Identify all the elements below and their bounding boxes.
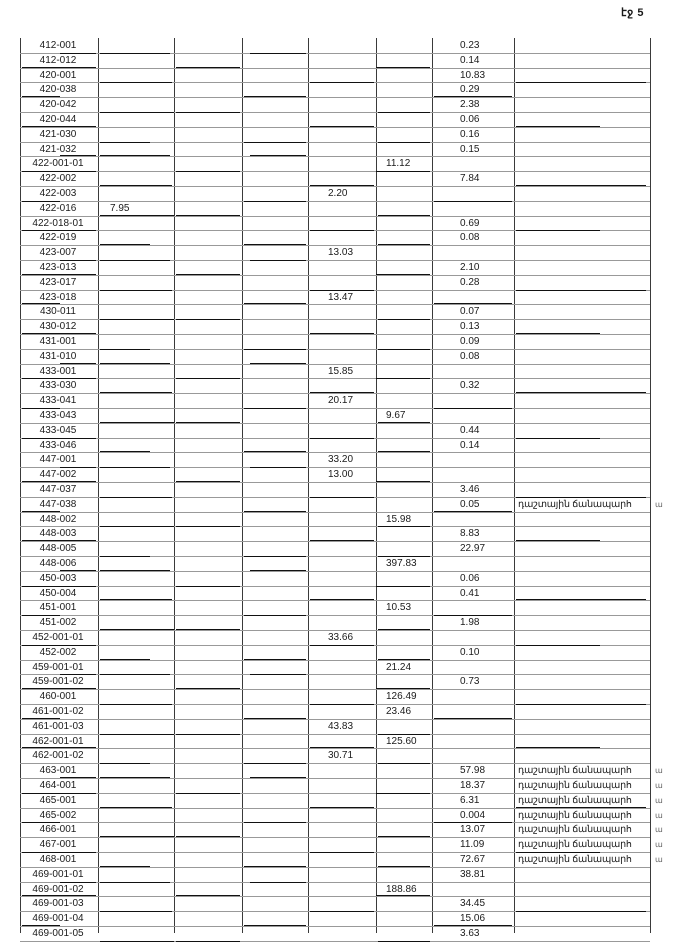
table-row	[0, 378, 680, 393]
land-use-label: դաշտային ճանապարհ	[518, 839, 632, 851]
table-row	[0, 689, 680, 704]
area-value: 3.63	[460, 928, 480, 939]
area-value: 0.09	[460, 336, 480, 347]
edge-mark: ա	[655, 795, 663, 805]
parcel-code: 433-001	[39, 365, 77, 377]
table-row	[0, 497, 680, 512]
parcel-code: 466-001	[39, 824, 77, 836]
table-row	[0, 586, 680, 601]
table-row	[0, 82, 680, 97]
area-value: 188.86	[386, 883, 417, 895]
table-row	[0, 275, 680, 290]
table-row	[0, 319, 680, 334]
parcel-code: 433-030	[39, 380, 77, 392]
area-value: 0.06	[460, 114, 480, 125]
parcel-code: 433-045	[39, 424, 77, 436]
edge-mark: ա	[655, 766, 663, 776]
table-row	[0, 822, 680, 837]
parcel-code: 468-001	[39, 854, 77, 865]
area-value: 0.08	[460, 232, 480, 244]
parcel-code: 421-032	[39, 143, 77, 155]
table-row	[0, 112, 680, 127]
table-row	[0, 349, 680, 364]
parcel-code: 423-013	[39, 262, 77, 273]
parcel-code: 447-037	[39, 484, 77, 495]
edge-mark: ա	[655, 825, 663, 835]
table-row	[0, 911, 680, 926]
table-row	[0, 393, 680, 408]
area-value: 0.06	[460, 572, 480, 584]
table-row	[0, 541, 680, 556]
table-row	[0, 867, 680, 882]
area-value: 33.66	[328, 632, 354, 643]
parcel-code: 452-002	[39, 646, 77, 658]
table-row	[0, 763, 680, 778]
parcel-code: 450-003	[39, 572, 77, 584]
parcel-code: 422-018-01	[32, 217, 84, 229]
area-value: 9.67	[386, 410, 406, 421]
parcel-code: 469-001-03	[32, 898, 84, 910]
parcel-code: 448-003	[39, 528, 77, 540]
parcel-code: 462-001-02	[32, 750, 84, 762]
parcel-code: 464-001	[39, 780, 77, 791]
table-row	[0, 674, 680, 689]
area-value: 0.28	[460, 276, 480, 288]
area-value: 10.83	[460, 69, 486, 81]
table-row	[0, 334, 680, 349]
area-value: 0.08	[460, 350, 480, 362]
table-row	[0, 615, 680, 630]
area-value: 2.10	[460, 262, 480, 273]
table-row	[0, 97, 680, 112]
parcel-code: 459-001-01	[32, 661, 84, 673]
table-row	[0, 600, 680, 615]
parcel-code: 421-030	[39, 128, 77, 140]
parcel-code: 465-001	[39, 794, 77, 806]
area-value: 0.004	[460, 809, 486, 821]
parcel-code: 422-002	[39, 173, 77, 185]
parcel-code: 462-001-01	[32, 735, 84, 747]
land-use-label: դաշտային ճանապարհ	[518, 780, 632, 791]
parcel-code: 430-012	[39, 321, 77, 333]
area-value: 20.17	[328, 395, 354, 407]
table-row	[0, 38, 680, 53]
table-row	[0, 734, 680, 749]
parcel-code: 448-005	[39, 543, 77, 555]
area-value: 0.32	[460, 380, 480, 392]
parcel-code: 422-003	[39, 188, 77, 199]
area-value: 0.14	[460, 54, 480, 66]
table-row	[0, 127, 680, 142]
area-value: 1.98	[460, 617, 480, 629]
area-value: 13.47	[328, 291, 354, 303]
area-value: 0.15	[460, 143, 480, 155]
page-number: էջ 5	[621, 7, 644, 19]
table-row	[0, 408, 680, 423]
parcel-code: 467-001	[39, 839, 77, 851]
table-row	[0, 748, 680, 763]
table-row	[0, 230, 680, 245]
table-row	[0, 778, 680, 793]
edge-mark: ա	[655, 499, 663, 509]
parcel-code: 450-004	[39, 587, 77, 599]
table-row	[0, 423, 680, 438]
parcel-code: 422-016	[39, 202, 77, 214]
table-row	[0, 438, 680, 453]
table-row	[0, 571, 680, 586]
parcel-code: 459-001-02	[32, 676, 84, 688]
parcel-code: 431-001	[39, 336, 77, 347]
parcel-code: 469-001-02	[32, 883, 84, 895]
table-row	[0, 186, 680, 201]
parcel-code: 430-011	[40, 306, 76, 318]
area-value: 38.81	[460, 868, 486, 880]
table-row	[0, 896, 680, 911]
parcel-code: 422-001-01	[32, 158, 84, 170]
area-value: 0.16	[460, 128, 480, 140]
row-rule-segment	[176, 941, 240, 942]
area-value: 2.20	[328, 188, 348, 199]
edge-mark: ա	[655, 781, 663, 790]
table-row	[0, 808, 680, 823]
parcel-code: 412-012	[39, 54, 77, 66]
parcel-code: 433-046	[39, 439, 77, 451]
area-value: 0.44	[460, 424, 480, 436]
area-value: 125.60	[386, 735, 417, 747]
row-rule-segment	[100, 941, 174, 942]
table-row	[0, 482, 680, 497]
table-row	[0, 142, 680, 157]
table-row	[0, 304, 680, 319]
parcel-code: 451-002	[39, 617, 77, 629]
parcel-code: 461-001-03	[32, 720, 84, 732]
table-row	[0, 793, 680, 808]
table-row	[0, 512, 680, 527]
area-value: 13.00	[328, 469, 354, 481]
area-value: 126.49	[386, 691, 417, 703]
area-value: 397.83	[386, 558, 417, 569]
area-value: 7.84	[460, 173, 480, 185]
area-value: 21.24	[386, 661, 412, 673]
table-row	[0, 645, 680, 660]
parcel-code: 423-018	[39, 291, 77, 303]
parcel-code: 420-001	[39, 69, 77, 81]
table-row	[0, 216, 680, 231]
area-value: 13.03	[328, 247, 354, 259]
table-row	[0, 53, 680, 68]
land-use-label: դաշտային ճանապարհ	[518, 854, 632, 865]
area-value: 43.83	[328, 720, 354, 732]
parcel-code: 452-001-01	[32, 632, 84, 643]
area-value: 0.23	[460, 40, 480, 51]
area-value: 0.73	[460, 676, 480, 688]
table-row	[0, 467, 680, 482]
table-row	[0, 852, 680, 867]
table-row	[0, 245, 680, 260]
table-row	[0, 68, 680, 83]
area-value: 18.37	[460, 780, 486, 791]
area-value: 13.07	[460, 824, 486, 836]
parcel-code: 420-042	[39, 99, 77, 111]
table-row	[0, 452, 680, 467]
table-row	[0, 260, 680, 275]
parcel-code: 422-019	[39, 232, 77, 244]
parcel-code: 469-001-05	[32, 928, 84, 939]
area-value: 0.14	[460, 439, 480, 451]
parcel-code: 433-041	[39, 395, 77, 407]
parcel-code: 420-038	[39, 84, 77, 96]
table-row	[0, 364, 680, 379]
area-value: 7.95	[110, 202, 130, 214]
parcel-code: 463-001	[39, 765, 77, 777]
area-value: 15.85	[328, 365, 354, 377]
land-use-label: դաշտային ճանապարհ	[518, 824, 632, 836]
area-value: 23.46	[386, 706, 412, 717]
area-value: 15.06	[460, 913, 486, 925]
area-value: 0.05	[460, 498, 480, 510]
area-value: 0.29	[460, 84, 480, 96]
parcel-code: 423-017	[39, 276, 77, 288]
edge-mark: ա	[655, 840, 663, 850]
table-row	[0, 837, 680, 852]
edge-mark: ա	[655, 810, 663, 820]
area-value: 3.46	[460, 484, 480, 495]
parcel-code: 465-002	[39, 809, 77, 821]
parcel-code: 423-007	[39, 247, 77, 259]
area-value: 2.38	[460, 99, 480, 111]
parcel-code: 447-038	[39, 498, 77, 510]
parcel-code: 448-006	[39, 558, 77, 569]
table-row	[0, 526, 680, 541]
table-row	[0, 290, 680, 305]
table-row	[0, 926, 680, 941]
area-value: 72.67	[460, 854, 486, 865]
area-value: 0.13	[460, 321, 480, 333]
area-value: 57.98	[460, 765, 486, 777]
table-row	[0, 556, 680, 571]
area-value: 15.98	[386, 513, 412, 525]
parcel-code: 447-001	[39, 454, 77, 466]
area-value: 0.10	[460, 646, 480, 658]
parcel-code: 461-001-02	[32, 706, 84, 717]
parcel-code: 433-043	[39, 410, 77, 421]
edge-mark: ա	[655, 855, 663, 864]
area-value: 30.71	[328, 750, 354, 762]
parcel-code: 412-001	[39, 40, 77, 51]
table-row	[0, 660, 680, 675]
table-row	[0, 630, 680, 645]
area-value: 0.41	[460, 587, 480, 599]
row-rule-segment	[378, 941, 430, 942]
parcel-code: 448-002	[39, 513, 77, 525]
parcel-code: 460-001	[39, 691, 77, 703]
area-value: 22.97	[460, 543, 486, 555]
table-row	[0, 719, 680, 734]
area-value: 0.69	[460, 217, 480, 229]
land-use-label: դաշտային ճանապարհ	[518, 498, 632, 510]
table-row	[0, 171, 680, 186]
area-value: 11.12	[386, 158, 411, 170]
area-value: 0.07	[460, 306, 480, 318]
parcel-code: 469-001-04	[32, 913, 84, 925]
table-row	[0, 704, 680, 719]
land-use-label: դաշտային ճանապարհ	[518, 765, 632, 777]
area-value: 34.45	[460, 898, 486, 910]
parcel-code: 431-010	[39, 350, 77, 362]
land-use-label: դաշտային ճանապարհ	[518, 809, 632, 821]
area-value: 6.31	[460, 794, 480, 806]
parcel-code: 451-001	[39, 602, 77, 614]
area-value: 10.53	[386, 602, 412, 614]
table-row	[0, 156, 680, 171]
area-value: 33.20	[328, 454, 354, 466]
table-row	[0, 882, 680, 897]
parcel-code: 420-044	[39, 114, 77, 125]
parcel-code: 469-001-01	[32, 868, 84, 880]
area-value: 8.83	[460, 528, 480, 540]
land-use-label: դաշտային ճանապարհ	[518, 794, 632, 806]
parcel-code: 447-002	[39, 469, 77, 481]
table-row	[0, 201, 680, 216]
area-value: 11.09	[460, 839, 485, 851]
